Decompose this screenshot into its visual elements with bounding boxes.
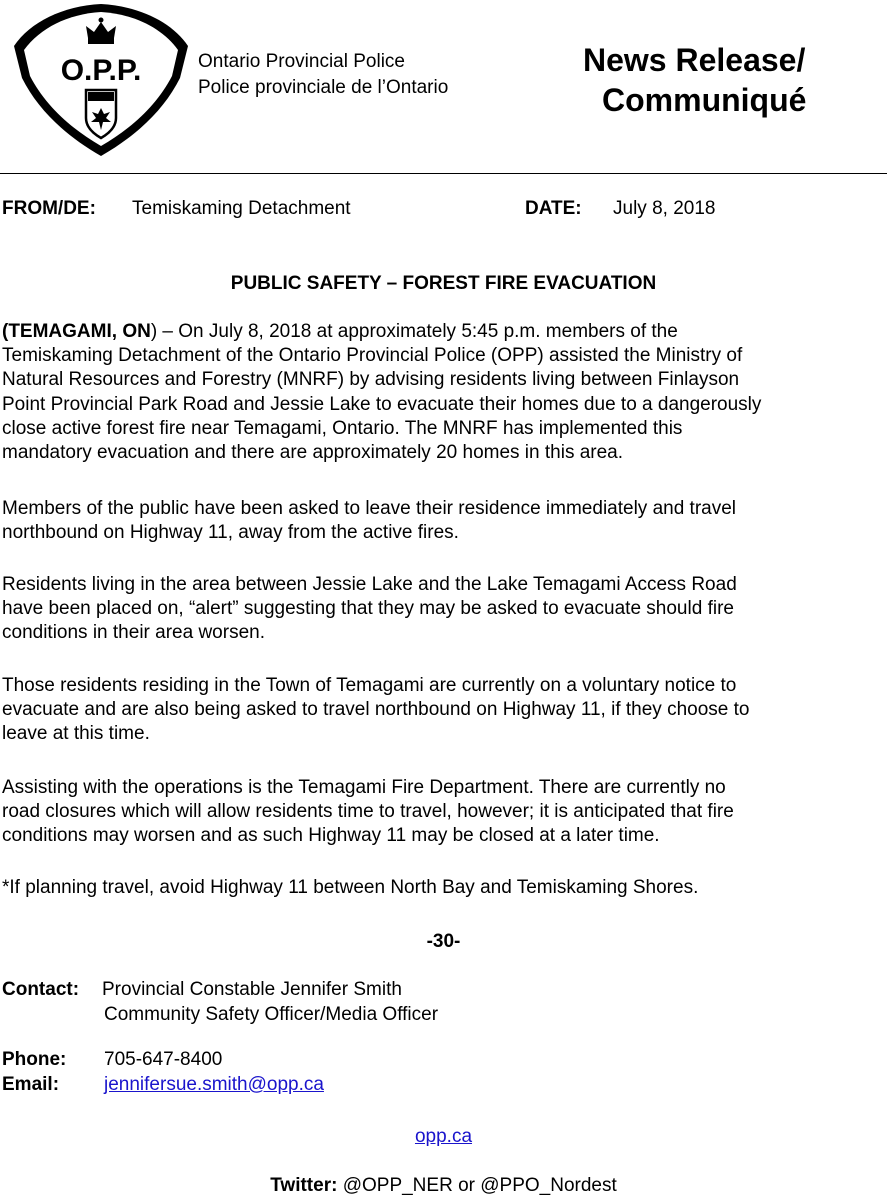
- contact-label: Contact:: [2, 979, 80, 1000]
- paragraph-line: mandatory evacuation and there are approximately 20 homes in this area.: [2, 442, 624, 464]
- email-link[interactable]: jennifersue.smith@opp.ca: [104, 1074, 324, 1095]
- paragraph-line: ) – On July 8, 2018 at approximately 5:45 p.m. members of the: [150, 321, 678, 342]
- headline: PUBLIC SAFETY – FOREST FIRE EVACUATION: [230, 273, 657, 294]
- ontario-shield-icon: [86, 90, 116, 138]
- paragraph-line: evacuate and are also being asked to travel northbound on Highway 11, if they choose to: [2, 699, 750, 721]
- paragraph-2: [2, 497, 882, 545]
- paragraph-line: conditions may worsen and as such Highway 11 may be closed at a later time.: [2, 825, 660, 847]
- paragraph-line: *If planning travel, avoid Highway 11 between North Bay and Temiskaming Shores.: [2, 877, 699, 898]
- website-link[interactable]: opp.ca: [414, 1126, 473, 1147]
- paragraph-5: [2, 776, 882, 849]
- twitter-handles: @OPP_NER or @PPO_Nordest: [342, 1175, 617, 1196]
- date-label: DATE:: [525, 198, 582, 219]
- paragraph-6: [2, 876, 882, 900]
- paragraph-line: Point Provincial Park Road and Jessie Lake to evacuate their homes due to a dangerously: [2, 393, 762, 415]
- paragraph-line: Assisting with the operations is the Temagami Fire Department. There are currently no: [2, 777, 726, 798]
- paragraph-4: [2, 674, 882, 747]
- paragraph-line: road closures which will allow residents time to travel, however; it is anticipated that fire: [2, 801, 734, 823]
- paragraph-line: northbound on Highway 11, away from the active fires.: [2, 522, 459, 544]
- paragraph-line: have been placed on, “alert” suggesting that they may be asked to evacuate should fire: [2, 598, 734, 620]
- paragraph-line: Temiskaming Detachment of the Ontario Provincial Police (OPP) assisted the Ministry of: [2, 345, 743, 367]
- contact-title: Community Safety Officer/Media Officer: [104, 1004, 439, 1025]
- date-value: July 8, 2018: [613, 198, 716, 219]
- dateline: (TEMAGAMI, ON: [2, 321, 151, 342]
- paragraph-line: conditions in their area worsen.: [2, 622, 265, 644]
- header-divider: [0, 173, 887, 174]
- phone-value: 705-647-8400: [104, 1049, 223, 1070]
- org-name-english: Ontario Provincial Police: [198, 51, 405, 72]
- paragraph-3: [2, 573, 882, 646]
- logo-text: O.P.P.: [60, 54, 142, 87]
- paragraph-line: Members of the public have been asked to leave their residence immediately and travel: [2, 498, 737, 519]
- website-row: [0, 1126, 887, 1148]
- from-label: FROM/DE:: [2, 198, 96, 219]
- paragraph-line: Residents living in the area between Jessie Lake and the Lake Temagami Access Road: [2, 574, 737, 595]
- paragraph-line: Natural Resources and Forestry (MNRF) by advising residents living between Finlayson: [2, 369, 740, 391]
- paragraph-1: [2, 320, 882, 465]
- news-release-title: News Release/: [583, 42, 806, 78]
- paragraph-line: Those residents residing in the Town of Temagami are currently on a voluntary notice to: [2, 675, 737, 696]
- communique-title: Communiqué: [602, 82, 807, 118]
- phone-label: Phone:: [2, 1049, 67, 1070]
- contact-name: Provincial Constable Jennifer Smith: [102, 979, 402, 1000]
- twitter-label: Twitter:: [270, 1175, 338, 1196]
- opp-badge-logo: [8, 0, 194, 160]
- paragraph-line: close active forest fire near Temagami, Ontario. The MNRF has implemented this: [2, 417, 683, 439]
- org-name-french: Police provinciale de l’Ontario: [198, 77, 449, 98]
- end-marker: -30-: [426, 931, 461, 952]
- from-value: Temiskaming Detachment: [132, 198, 351, 219]
- paragraph-line: leave at this time.: [2, 723, 150, 745]
- twitter-row: [0, 1175, 887, 1197]
- email-label: Email:: [2, 1074, 60, 1095]
